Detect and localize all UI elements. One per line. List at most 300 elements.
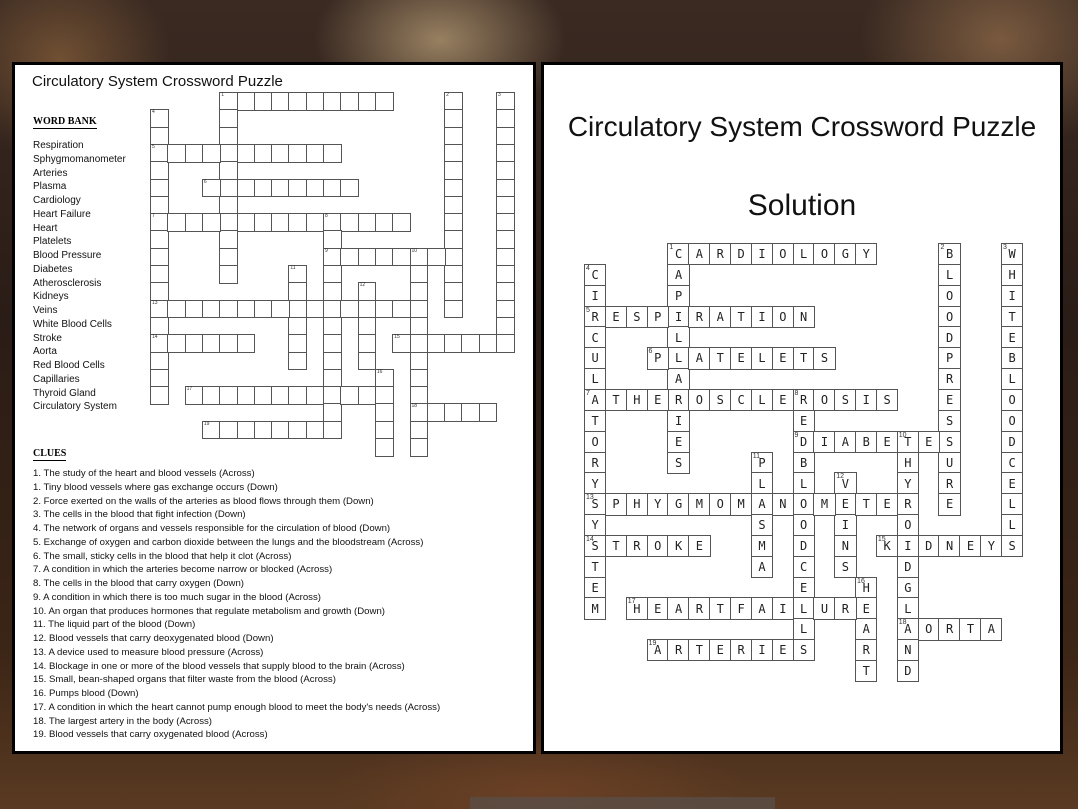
- grid-cell[interactable]: [219, 300, 238, 319]
- cell-letter: E: [695, 539, 704, 554]
- grid-cell[interactable]: [202, 213, 221, 232]
- grid-cell: [793, 347, 815, 369]
- grid-cell[interactable]: [219, 213, 238, 232]
- grid-cell[interactable]: [150, 179, 169, 198]
- grid-cell[interactable]: [150, 161, 169, 180]
- grid-cell[interactable]: [496, 230, 515, 249]
- grid-cell[interactable]: [219, 386, 238, 405]
- clue-number: 13: [152, 299, 158, 306]
- grid-cell[interactable]: [150, 352, 169, 371]
- grid-cell: [938, 347, 960, 369]
- grid-cell[interactable]: [202, 421, 221, 440]
- grid-cell[interactable]: [150, 282, 169, 301]
- grid-cell[interactable]: [444, 265, 463, 284]
- grid-cell[interactable]: [219, 265, 238, 284]
- grid-cell: [897, 493, 919, 515]
- grid-cell[interactable]: [271, 92, 290, 111]
- grid-cell: [584, 556, 606, 578]
- grid-cell[interactable]: [323, 386, 342, 405]
- grid-cell: [584, 431, 606, 453]
- grid-cell[interactable]: [271, 179, 290, 198]
- grid-cell: [876, 431, 898, 453]
- grid-cell[interactable]: [375, 438, 394, 457]
- grid-cell[interactable]: [288, 265, 307, 284]
- grid-cell[interactable]: [427, 403, 446, 422]
- grid-cell[interactable]: [167, 334, 186, 353]
- clue-item: 8. The cells in the blood that carry oxygen (Down): [33, 578, 244, 589]
- grid-cell[interactable]: [150, 369, 169, 388]
- grid-cell[interactable]: [410, 421, 429, 440]
- grid-cell[interactable]: [358, 248, 377, 267]
- grid-cell[interactable]: [375, 213, 394, 232]
- grid-cell[interactable]: [306, 300, 325, 319]
- grid-cell: [793, 577, 815, 599]
- grid-cell[interactable]: [358, 334, 377, 353]
- grid-cell: [938, 472, 960, 494]
- grid-cell[interactable]: [323, 248, 342, 267]
- grid-cell[interactable]: [288, 317, 307, 336]
- grid-cell[interactable]: [237, 421, 256, 440]
- grid-cell[interactable]: [306, 421, 325, 440]
- grid-cell[interactable]: [150, 127, 169, 146]
- grid-cell: [688, 347, 710, 369]
- grid-cell[interactable]: [323, 230, 342, 249]
- grid-cell: [855, 660, 877, 682]
- cell-letter: Y: [591, 518, 599, 533]
- grid-cell: [938, 326, 960, 348]
- grid-cell[interactable]: [306, 179, 325, 198]
- grid-cell[interactable]: [219, 196, 238, 215]
- grid-cell: [584, 535, 606, 557]
- grid-cell[interactable]: [150, 109, 169, 128]
- grid-cell[interactable]: [237, 213, 256, 232]
- cell-letter: N: [841, 539, 849, 554]
- grid-cell[interactable]: [375, 403, 394, 422]
- cell-letter: T: [966, 622, 975, 637]
- grid-cell[interactable]: [410, 438, 429, 457]
- grid-cell[interactable]: [306, 213, 325, 232]
- grid-cell[interactable]: [150, 196, 169, 215]
- cell-letter: G: [674, 497, 683, 512]
- grid-cell: [1001, 452, 1023, 474]
- grid-cell[interactable]: [410, 403, 429, 422]
- cell-letter: B: [800, 455, 808, 470]
- grid-cell[interactable]: [340, 92, 359, 111]
- word-bank-item: Platelets: [33, 236, 72, 248]
- cell-letter: E: [945, 393, 954, 408]
- grid-cell: [667, 306, 689, 328]
- grid-cell: [667, 389, 689, 411]
- clue-number: 4: [586, 264, 590, 272]
- grid-cell[interactable]: [444, 334, 463, 353]
- grid-cell: [1001, 493, 1023, 515]
- grid-cell[interactable]: [288, 300, 307, 319]
- cell-letter: A: [591, 393, 599, 408]
- grid-cell[interactable]: [496, 144, 515, 163]
- grid-cell[interactable]: [427, 248, 446, 267]
- grid-cell[interactable]: [340, 248, 359, 267]
- grid-cell[interactable]: [323, 179, 342, 198]
- cell-letter: B: [862, 434, 870, 449]
- cell-letter: O: [820, 247, 829, 262]
- cell-letter: R: [841, 601, 849, 616]
- cell-letter: R: [862, 643, 870, 658]
- cell-letter: H: [633, 393, 641, 408]
- grid-cell[interactable]: [150, 213, 169, 232]
- grid-cell[interactable]: [288, 334, 307, 353]
- grid-cell[interactable]: [254, 92, 273, 111]
- grid-cell[interactable]: [237, 386, 256, 405]
- clue-item: 6. The small, sticky cells in the blood that help it clot (Across): [33, 550, 292, 562]
- grid-cell: [709, 389, 731, 411]
- grid-cell[interactable]: [288, 179, 307, 198]
- cell-letter: D: [904, 559, 912, 574]
- cell-letter: I: [591, 288, 599, 303]
- cell-letter: G: [904, 580, 912, 595]
- grid-cell[interactable]: [254, 386, 273, 405]
- grid-cell[interactable]: [219, 334, 238, 353]
- grid-cell[interactable]: [410, 282, 429, 301]
- grid-cell[interactable]: [410, 248, 429, 267]
- cell-letter: I: [779, 601, 787, 616]
- grid-cell[interactable]: [427, 334, 446, 353]
- grid-cell[interactable]: [271, 421, 290, 440]
- grid-cell[interactable]: [254, 213, 273, 232]
- grid-cell[interactable]: [410, 265, 429, 284]
- cell-letter: L: [945, 268, 954, 283]
- grid-cell: [897, 597, 919, 619]
- grid-cell[interactable]: [219, 127, 238, 146]
- grid-cell[interactable]: [237, 92, 256, 111]
- grid-cell[interactable]: [496, 109, 515, 128]
- clue-item: 16. Pumps blood (Down): [33, 688, 139, 699]
- grid-cell[interactable]: [219, 109, 238, 128]
- grid-cell[interactable]: [288, 386, 307, 405]
- grid-cell: [626, 306, 648, 328]
- grid-cell[interactable]: [323, 317, 342, 336]
- grid-cell: [855, 431, 877, 453]
- cell-letter: R: [945, 372, 954, 387]
- grid-cell: [938, 618, 960, 640]
- grid-cell[interactable]: [496, 248, 515, 267]
- grid-cell[interactable]: [185, 334, 204, 353]
- cell-letter: Y: [987, 539, 995, 554]
- grid-cell[interactable]: [150, 248, 169, 267]
- clue-item: 3. The cells in the blood that fight infection (Down): [33, 509, 246, 521]
- cell-letter: O: [820, 393, 829, 408]
- grid-cell[interactable]: [375, 92, 394, 111]
- grid-cell[interactable]: [410, 386, 429, 405]
- grid-cell: [855, 389, 877, 411]
- grid-cell[interactable]: [375, 300, 394, 319]
- grid-cell[interactable]: [150, 300, 169, 319]
- grid-cell[interactable]: [185, 300, 204, 319]
- grid-cell: [1001, 285, 1023, 307]
- clue-number: 8: [325, 213, 328, 220]
- grid-cell[interactable]: [288, 421, 307, 440]
- grid-cell[interactable]: [496, 161, 515, 180]
- grid-cell[interactable]: [237, 144, 256, 163]
- clue-number: 1: [221, 92, 224, 98]
- grid-cell[interactable]: [271, 144, 290, 163]
- grid-cell[interactable]: [323, 282, 342, 301]
- cell-letter: O: [925, 622, 933, 637]
- grid-cell: [751, 514, 773, 536]
- cell-letter: E: [841, 497, 849, 512]
- grid-cell[interactable]: [185, 386, 204, 405]
- grid-cell[interactable]: [219, 144, 238, 163]
- grid-cell[interactable]: [167, 144, 186, 163]
- grid-cell[interactable]: [444, 213, 463, 232]
- grid-cell[interactable]: [410, 300, 429, 319]
- grid-cell[interactable]: [358, 92, 377, 111]
- grid-cell[interactable]: [288, 352, 307, 371]
- grid-cell: [584, 347, 606, 369]
- grid-cell[interactable]: [340, 300, 359, 319]
- grid-cell[interactable]: [496, 127, 515, 146]
- grid-cell[interactable]: [392, 334, 411, 353]
- grid-cell[interactable]: [150, 334, 169, 353]
- cell-letter: L: [800, 247, 808, 262]
- grid-cell[interactable]: [496, 213, 515, 232]
- grid-cell[interactable]: [254, 300, 273, 319]
- grid-cell[interactable]: [444, 248, 463, 267]
- cell-letter: I: [674, 309, 683, 324]
- grid-cell[interactable]: [323, 265, 342, 284]
- grid-cell[interactable]: [237, 179, 256, 198]
- grid-cell: [667, 535, 689, 557]
- grid-cell[interactable]: [358, 352, 377, 371]
- grid-cell[interactable]: [496, 196, 515, 215]
- grid-cell[interactable]: [496, 300, 515, 319]
- clue-number: 18: [898, 619, 907, 627]
- grid-cell[interactable]: [219, 421, 238, 440]
- grid-cell[interactable]: [323, 144, 342, 163]
- grid-cell[interactable]: [202, 386, 221, 405]
- cell-letter: A: [758, 497, 766, 512]
- grid-cell: [667, 639, 689, 661]
- grid-cell[interactable]: [444, 161, 463, 180]
- grid-cell: [772, 639, 794, 661]
- grid-cell[interactable]: [288, 213, 307, 232]
- grid-cell: [793, 243, 815, 265]
- grid-cell[interactable]: [150, 144, 169, 163]
- grid-cell[interactable]: [444, 403, 463, 422]
- grid-cell: [918, 535, 940, 557]
- grid-cell[interactable]: [306, 92, 325, 111]
- grid-cell: [605, 389, 627, 411]
- grid-cell[interactable]: [202, 179, 221, 198]
- grid-cell[interactable]: [496, 317, 515, 336]
- cell-letter: S: [1008, 539, 1016, 554]
- clue-number: 11: [752, 452, 761, 460]
- grid-cell[interactable]: [392, 248, 411, 267]
- cell-letter: T: [862, 497, 870, 512]
- grid-cell[interactable]: [323, 92, 342, 111]
- grid-cell: [772, 347, 794, 369]
- grid-cell: [751, 639, 773, 661]
- grid-cell: [584, 368, 606, 390]
- grid-cell[interactable]: [410, 352, 429, 371]
- grid-cell[interactable]: [479, 334, 498, 353]
- grid-cell[interactable]: [496, 92, 515, 111]
- clues-heading: CLUES: [33, 448, 67, 459]
- cell-letter: L: [591, 372, 599, 387]
- cell-letter: Y: [862, 247, 870, 262]
- grid-cell: [834, 431, 856, 453]
- grid-cell[interactable]: [392, 300, 411, 319]
- grid-cell[interactable]: [375, 421, 394, 440]
- grid-cell[interactable]: [496, 179, 515, 198]
- grid-cell[interactable]: [444, 92, 463, 111]
- grid-cell[interactable]: [254, 179, 273, 198]
- grid-cell[interactable]: [323, 403, 342, 422]
- grid-cell[interactable]: [288, 282, 307, 301]
- clue-number: 7: [152, 213, 155, 220]
- grid-cell[interactable]: [237, 334, 256, 353]
- cell-letter: Y: [654, 497, 662, 512]
- grid-cell[interactable]: [271, 386, 290, 405]
- grid-cell[interactable]: [185, 144, 204, 163]
- cell-letter: A: [758, 559, 766, 574]
- grid-cell[interactable]: [444, 109, 463, 128]
- grid-cell: [772, 493, 794, 515]
- grid-cell[interactable]: [444, 179, 463, 198]
- grid-cell[interactable]: [150, 265, 169, 284]
- grid-cell[interactable]: [444, 127, 463, 146]
- cell-letter: E: [883, 434, 891, 449]
- grid-cell[interactable]: [496, 265, 515, 284]
- grid-cell[interactable]: [358, 386, 377, 405]
- cell-letter: T: [1008, 309, 1016, 324]
- grid-cell[interactable]: [444, 300, 463, 319]
- grid-cell: [918, 431, 940, 453]
- grid-cell[interactable]: [254, 144, 273, 163]
- cell-letter: L: [1008, 372, 1016, 387]
- grid-cell[interactable]: [323, 300, 342, 319]
- grid-cell[interactable]: [375, 248, 394, 267]
- cell-letter: O: [695, 393, 704, 408]
- grid-cell[interactable]: [219, 230, 238, 249]
- grid-cell[interactable]: [496, 282, 515, 301]
- grid-cell: [793, 597, 815, 619]
- clue-number: 15: [877, 535, 886, 543]
- grid-cell[interactable]: [219, 161, 238, 180]
- grid-cell: [605, 493, 627, 515]
- grid-cell[interactable]: [410, 334, 429, 353]
- grid-cell[interactable]: [150, 230, 169, 249]
- grid-cell[interactable]: [479, 403, 498, 422]
- grid-cell[interactable]: [323, 421, 342, 440]
- grid-cell: [1001, 514, 1023, 536]
- grid-cell[interactable]: [323, 352, 342, 371]
- grid-cell[interactable]: [306, 386, 325, 405]
- grid-cell[interactable]: [444, 282, 463, 301]
- grid-cell[interactable]: [358, 213, 377, 232]
- clue-item: 5. Exchange of oxygen and carbon dioxide between the lungs and the bloodstream (Across): [33, 536, 424, 548]
- grid-cell[interactable]: [150, 386, 169, 405]
- grid-cell[interactable]: [340, 213, 359, 232]
- grid-cell[interactable]: [288, 144, 307, 163]
- grid-cell[interactable]: [237, 300, 256, 319]
- grid-cell[interactable]: [358, 300, 377, 319]
- grid-cell[interactable]: [219, 248, 238, 267]
- grid-cell[interactable]: [150, 317, 169, 336]
- clue-item: 18. The largest artery in the body (Across): [33, 715, 212, 727]
- grid-cell[interactable]: [323, 213, 342, 232]
- cell-letter: H: [862, 580, 870, 595]
- grid-cell[interactable]: [444, 230, 463, 249]
- grid-cell[interactable]: [167, 213, 186, 232]
- cell-letter: I: [1008, 288, 1016, 303]
- grid-cell: [709, 639, 731, 661]
- grid-cell[interactable]: [323, 369, 342, 388]
- grid-cell[interactable]: [461, 403, 480, 422]
- grid-cell[interactable]: [219, 92, 238, 111]
- grid-cell[interactable]: [358, 317, 377, 336]
- grid-cell[interactable]: [306, 144, 325, 163]
- grid-cell[interactable]: [202, 300, 221, 319]
- grid-cell[interactable]: [254, 421, 273, 440]
- grid-cell[interactable]: [375, 369, 394, 388]
- grid-cell[interactable]: [410, 317, 429, 336]
- cell-letter: E: [654, 393, 662, 408]
- grid-cell: [793, 493, 815, 515]
- grid-cell[interactable]: [271, 300, 290, 319]
- grid-cell: [897, 472, 919, 494]
- grid-cell[interactable]: [219, 179, 238, 198]
- grid-cell: [1001, 431, 1023, 453]
- grid-cell[interactable]: [461, 334, 480, 353]
- cell-letter: I: [674, 413, 683, 428]
- grid-cell[interactable]: [271, 213, 290, 232]
- grid-cell[interactable]: [340, 179, 359, 198]
- grid-cell[interactable]: [340, 386, 359, 405]
- cell-letter: R: [904, 497, 912, 512]
- cell-letter: D: [800, 434, 808, 449]
- cell-letter: O: [654, 539, 662, 554]
- grid-cell: [938, 535, 960, 557]
- cell-letter: M: [737, 497, 745, 512]
- cell-letter: O: [800, 497, 808, 512]
- grid-cell[interactable]: [185, 213, 204, 232]
- grid-cell: [834, 556, 856, 578]
- grid-cell[interactable]: [202, 144, 221, 163]
- grid-cell[interactable]: [444, 144, 463, 163]
- cell-letter: C: [591, 330, 599, 345]
- grid-cell[interactable]: [323, 334, 342, 353]
- grid-cell[interactable]: [202, 334, 221, 353]
- clue-item: 14. Blockage in one or more of the blood vessels that supply blood to the brain (Across): [33, 660, 405, 672]
- grid-cell[interactable]: [444, 196, 463, 215]
- grid-cell[interactable]: [410, 369, 429, 388]
- cell-letter: S: [883, 393, 891, 408]
- cell-letter: O: [779, 247, 787, 262]
- grid-cell: [813, 431, 835, 453]
- grid-cell[interactable]: [392, 213, 411, 232]
- cell-letter: H: [1008, 268, 1016, 283]
- word-bank-item: Stroke: [33, 332, 62, 344]
- cell-letter: K: [883, 539, 891, 554]
- grid-cell[interactable]: [358, 282, 377, 301]
- clue-number: 5: [586, 306, 590, 314]
- grid-cell[interactable]: [288, 92, 307, 111]
- grid-cell[interactable]: [496, 334, 515, 353]
- grid-cell[interactable]: [167, 300, 186, 319]
- word-bank-item: Red Blood Cells: [33, 360, 105, 371]
- grid-cell[interactable]: [375, 386, 394, 405]
- cell-letter: D: [1008, 434, 1016, 449]
